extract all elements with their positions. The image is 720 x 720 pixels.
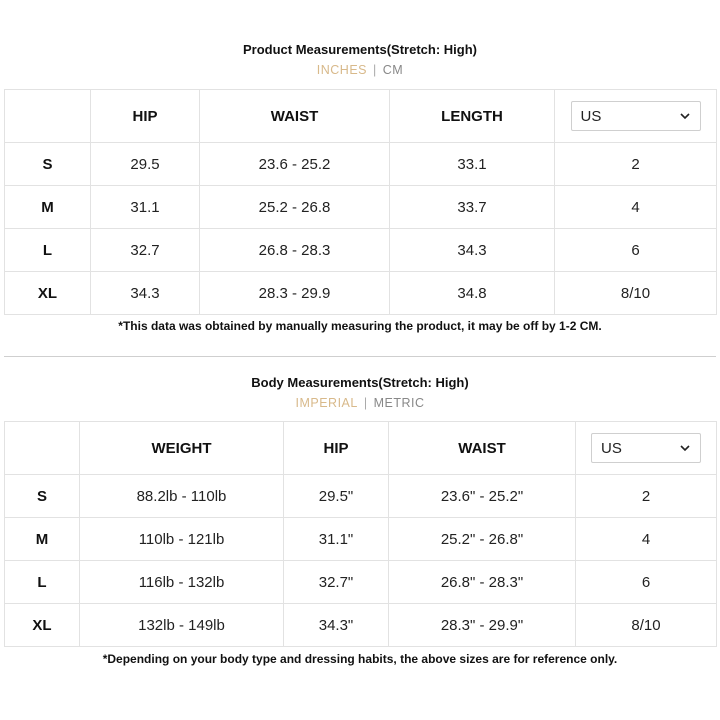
body-measurements-table — [4, 421, 717, 647]
table-header-row — [5, 90, 717, 143]
size-cell: S — [5, 475, 80, 518]
header-waist: WAIST — [389, 422, 576, 475]
weight-cell: 88.2lb - 110lb — [80, 475, 284, 518]
size-cell: XL — [5, 272, 91, 315]
length-cell: 34.3 — [390, 229, 555, 272]
product-measurements-table — [4, 89, 717, 315]
us-size-cell: 4 — [576, 518, 717, 561]
waist-cell: 26.8" - 28.3" — [389, 561, 576, 604]
body-unit-toggle — [0, 394, 720, 412]
length-cell: 34.8 — [390, 272, 555, 315]
size-cell: L — [5, 561, 80, 604]
region-select[interactable] — [571, 101, 701, 131]
header-region-cell — [555, 90, 717, 143]
hip-cell: 31.1 — [91, 186, 200, 229]
hip-cell: 34.3" — [284, 604, 389, 647]
header-region-cell — [576, 422, 717, 475]
body-measurements-note: *Depending on your body type and dressing habits, the above sizes are for reference only. — [102, 652, 618, 666]
size-cell: S — [5, 143, 91, 186]
us-size-cell: 4 — [555, 186, 717, 229]
table-row — [5, 143, 717, 186]
us-size-cell: 2 — [576, 475, 717, 518]
header-hip: HIP — [91, 90, 200, 143]
hip-cell: 31.1" — [284, 518, 389, 561]
hip-cell: 29.5" — [284, 475, 389, 518]
body-measurements-title: Body Measurements(Stretch: High) — [251, 375, 469, 390]
hip-cell: 29.5 — [91, 143, 200, 186]
size-cell: XL — [5, 604, 80, 647]
header-cell-empty — [5, 422, 80, 475]
header-cell-empty — [5, 90, 91, 143]
table-row — [5, 229, 717, 272]
region-select-value: US — [580, 107, 602, 125]
waist-cell: 25.2" - 26.8" — [389, 518, 576, 561]
table-row — [5, 186, 717, 229]
unit-option-inches[interactable]: INCHES — [316, 63, 368, 77]
us-size-cell: 6 — [555, 229, 717, 272]
size-cell: M — [5, 518, 80, 561]
region-select[interactable] — [591, 433, 701, 463]
table-row — [5, 604, 717, 647]
unit-option-imperial[interactable]: IMPERIAL — [295, 396, 358, 410]
waist-cell: 28.3 - 29.9 — [200, 272, 390, 315]
unit-separator: | — [373, 63, 377, 77]
waist-cell: 26.8 - 28.3 — [200, 229, 390, 272]
us-size-cell: 8/10 — [555, 272, 717, 315]
table-row — [5, 561, 717, 604]
waist-cell: 25.2 - 26.8 — [200, 186, 390, 229]
header-hip: HIP — [284, 422, 389, 475]
product-measurements-note: *This data was obtained by manually measuring the product, it may be off by 1-2 CM. — [118, 319, 602, 333]
table-row — [5, 518, 717, 561]
us-size-cell: 2 — [555, 143, 717, 186]
hip-cell: 32.7 — [91, 229, 200, 272]
table-row — [5, 475, 717, 518]
waist-cell: 23.6" - 25.2" — [389, 475, 576, 518]
hip-cell: 34.3 — [91, 272, 200, 315]
section-divider — [4, 356, 716, 357]
unit-option-metric[interactable]: METRIC — [373, 396, 425, 410]
header-waist: WAIST — [200, 90, 390, 143]
waist-cell: 23.6 - 25.2 — [200, 143, 390, 186]
hip-cell: 32.7" — [284, 561, 389, 604]
size-cell: M — [5, 186, 91, 229]
weight-cell: 116lb - 132lb — [80, 561, 284, 604]
body-measurements-header — [0, 374, 720, 412]
weight-cell: 110lb - 121lb — [80, 518, 284, 561]
header-weight: WEIGHT — [80, 422, 284, 475]
us-size-cell: 6 — [576, 561, 717, 604]
chevron-down-icon — [679, 110, 691, 122]
chevron-down-icon — [679, 442, 691, 454]
region-select-value: US — [601, 439, 622, 457]
unit-separator: | — [363, 396, 368, 410]
size-cell: L — [5, 229, 91, 272]
table-header-row — [5, 422, 717, 475]
weight-cell: 132lb - 149lb — [80, 604, 284, 647]
product-measurements-title: Product Measurements(Stretch: High) — [242, 42, 478, 57]
us-size-cell: 8/10 — [576, 604, 717, 647]
product-measurements-header — [0, 41, 720, 79]
product-unit-toggle — [0, 61, 720, 79]
header-length: LENGTH — [390, 90, 555, 143]
length-cell: 33.7 — [390, 186, 555, 229]
unit-option-cm[interactable]: CM — [382, 63, 404, 77]
length-cell: 33.1 — [390, 143, 555, 186]
table-row — [5, 272, 717, 315]
waist-cell: 28.3" - 29.9" — [389, 604, 576, 647]
